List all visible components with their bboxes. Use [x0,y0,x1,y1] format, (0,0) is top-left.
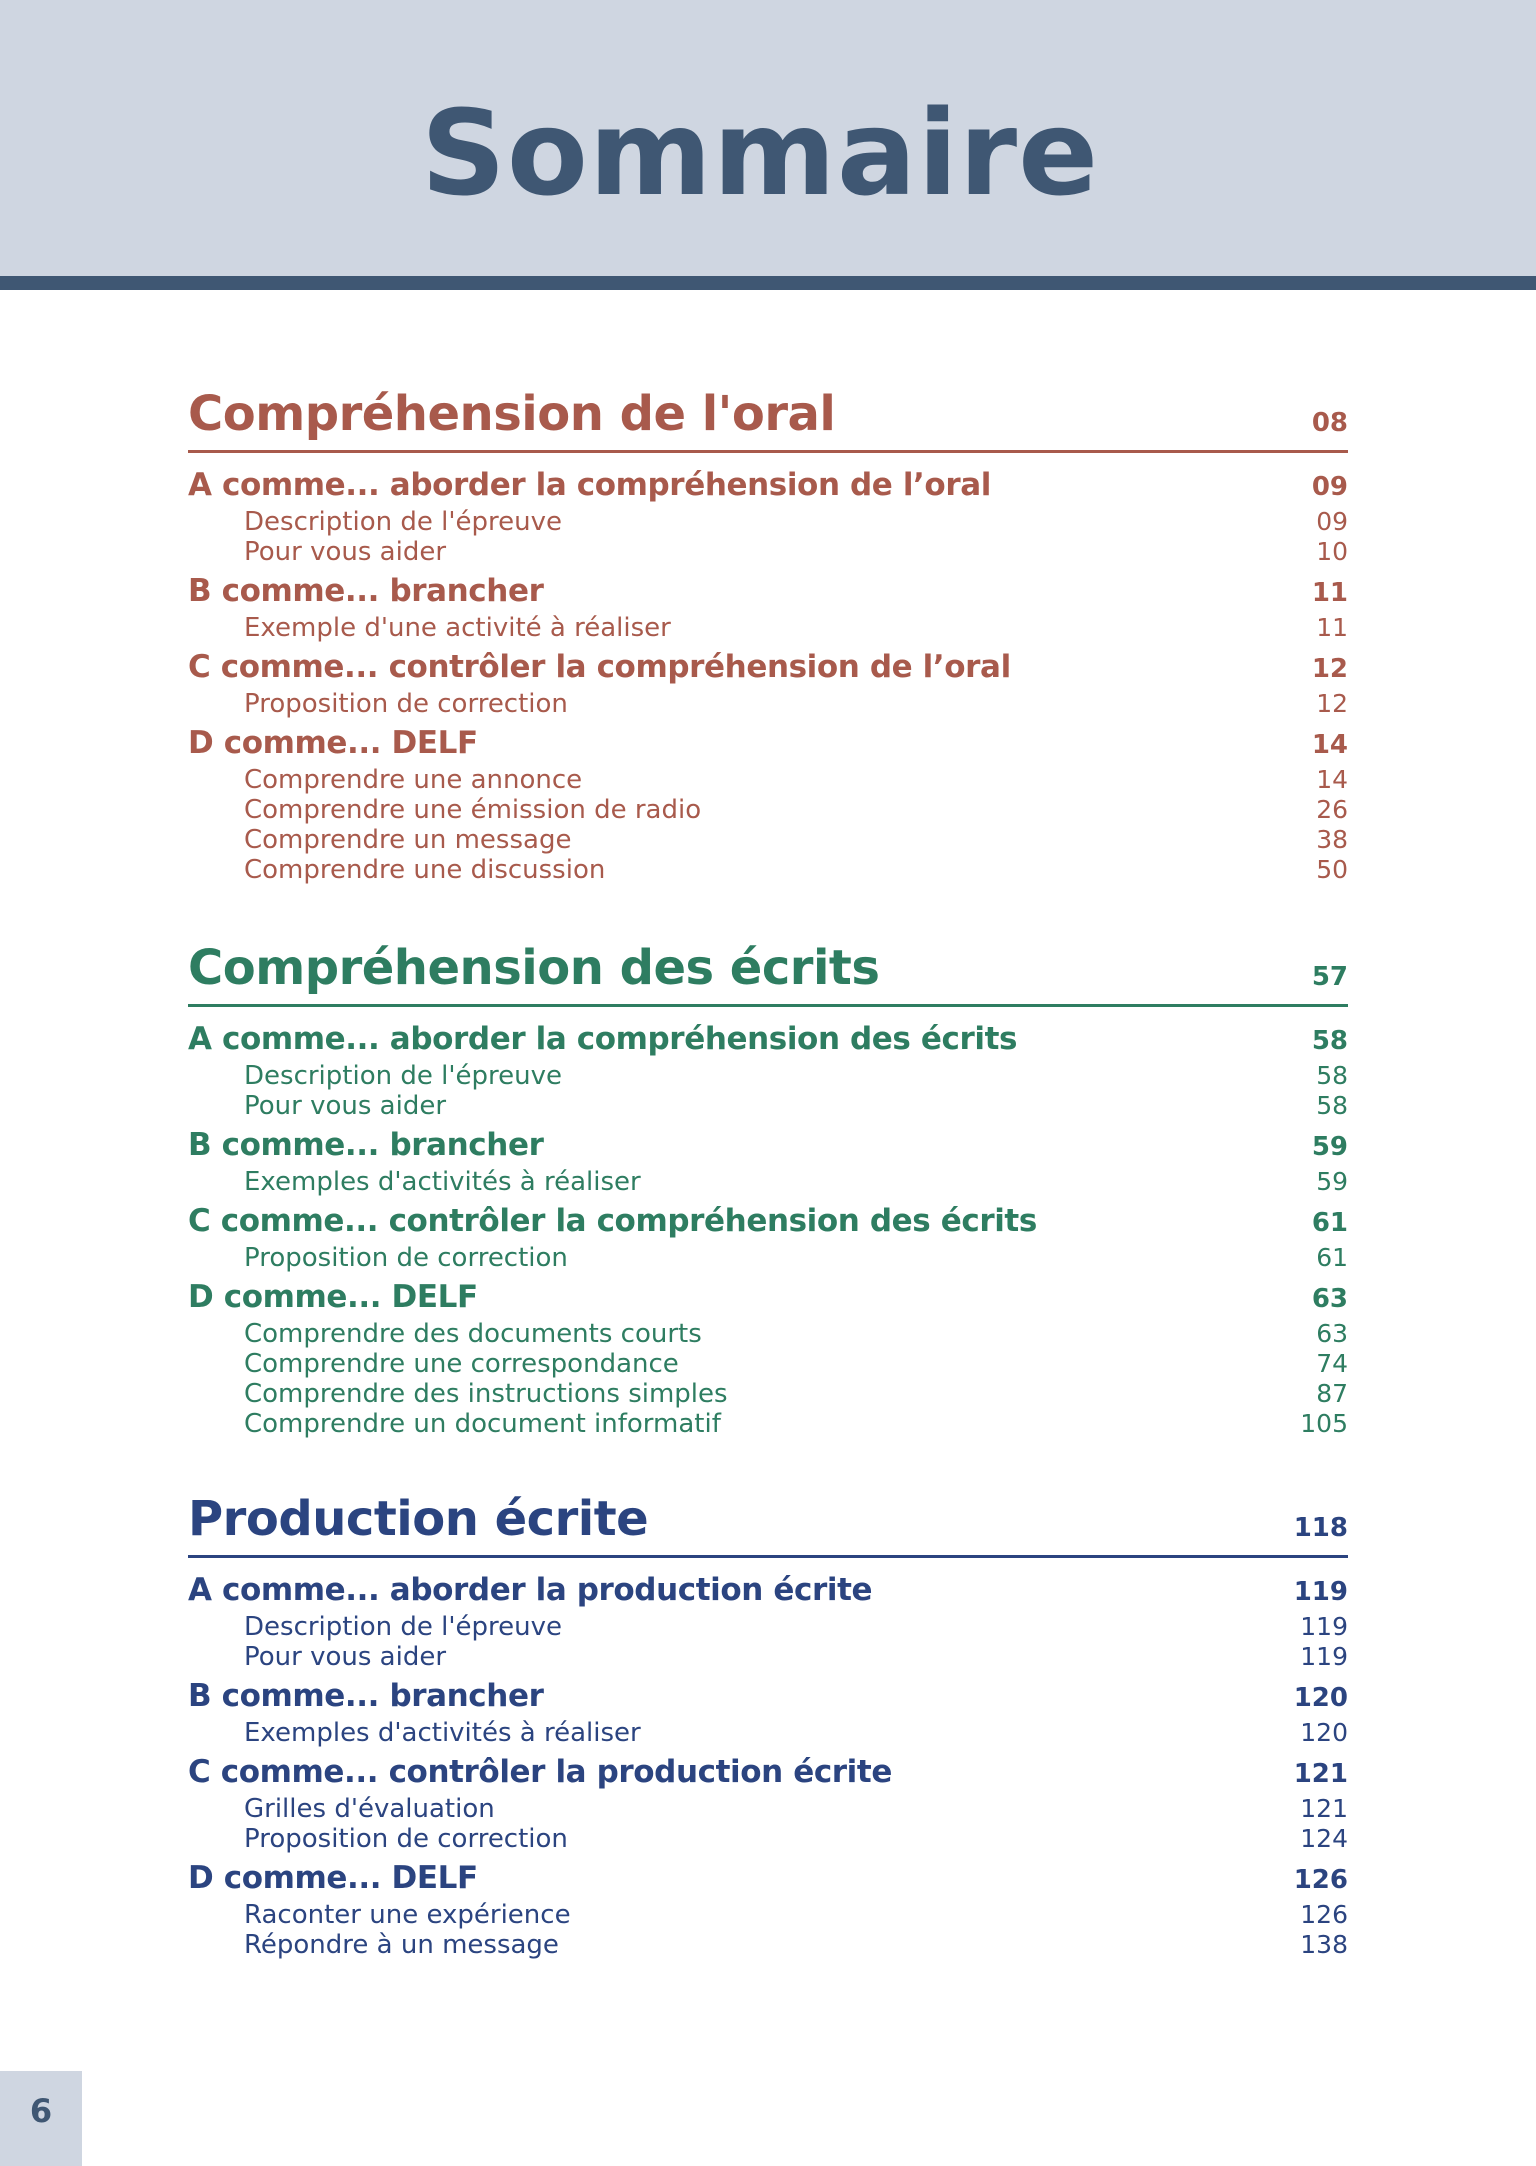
toc-entry-title: C comme... contrôler la compréhension de l’oral [188,649,1011,685]
toc-entry-title: B comme... brancher [188,1127,544,1163]
toc-subentry-title: Comprendre un document informatif [244,1409,721,1439]
section-heading [188,386,1348,453]
toc-subentry-title: Raconter une expérience [244,1900,571,1930]
toc-subentry-title: Description de l'épreuve [244,1061,562,1091]
toc-subentry-title: Comprendre une correspondance [244,1349,679,1379]
toc-entry [188,1676,1348,1748]
toc-entry-title: C comme... contrôler la compréhension des écrits [188,1203,1037,1239]
page-title: Sommaire [420,84,1100,222]
toc-entry-page: 58 [1311,1026,1348,1056]
toc-entry-title: A comme... aborder la production écrite [188,1572,873,1608]
toc-entry-page: 126 [1293,1865,1348,1895]
toc-subentry-page: 38 [1316,825,1348,854]
toc-entries [188,1570,1348,1960]
section-heading [188,940,1348,1007]
toc-entry-row[interactable] [188,1125,1348,1167]
toc-entry-title: C comme... contrôler la production écrite [188,1754,892,1790]
toc-entry-row[interactable] [188,571,1348,613]
section-page-number: 118 [1293,1513,1348,1543]
toc-subentry-title: Pour vous aider [244,537,447,567]
toc-subentry-page: 58 [1316,1091,1348,1120]
toc-entry-title: B comme... brancher [188,573,544,609]
toc-subentry[interactable] [188,1642,1348,1672]
toc-subentry[interactable] [188,1794,1348,1824]
toc-subentry-title: Répondre à un message [244,1930,559,1960]
toc-subentry[interactable] [188,1319,1348,1349]
toc-subentry[interactable] [188,855,1348,885]
toc-entry-title: D comme... DELF [188,1860,478,1896]
toc-subentry-page: 14 [1316,765,1348,794]
toc-entry [188,1125,1348,1197]
toc-entry-page: 120 [1293,1683,1348,1713]
toc-subentry-title: Pour vous aider [244,1091,447,1121]
toc-entry-row[interactable] [188,465,1348,507]
toc-entry [188,647,1348,719]
toc-subentry-page: 10 [1316,537,1348,566]
toc-entry-title: A comme... aborder la compréhension de l’oral [188,467,991,503]
section-title[interactable]: Compréhension des écrits [188,940,880,996]
toc-subentry-page: 138 [1300,1930,1348,1959]
section-comprehension-ecrits [188,940,1348,1439]
toc-subentry[interactable] [188,1091,1348,1121]
toc-subentry-page: 119 [1300,1612,1348,1641]
toc-subentry-title: Description de l'épreuve [244,507,562,537]
toc-entry-title: D comme... DELF [188,1279,478,1315]
toc-subentry[interactable] [188,1061,1348,1091]
toc-subentry[interactable] [188,1379,1348,1409]
toc-subentry[interactable] [188,795,1348,825]
toc-entry-page: 63 [1311,1284,1348,1314]
toc-entry [188,465,1348,567]
toc-subentry-page: 63 [1316,1319,1348,1348]
section-comprehension-oral [188,386,1348,885]
toc-entry [188,1277,1348,1439]
toc-subentry[interactable] [188,689,1348,719]
toc-subentry[interactable] [188,765,1348,795]
toc-subentry-title: Comprendre des instructions simples [244,1379,728,1409]
toc-subentry-page: 124 [1300,1824,1348,1853]
toc-entry [188,571,1348,643]
toc-entry-row[interactable] [188,1570,1348,1612]
toc-subentry-title: Pour vous aider [244,1642,447,1672]
toc-entry-title: A comme... aborder la compréhension des écrits [188,1021,1018,1057]
section-heading [188,1491,1348,1558]
toc-entry-page: 61 [1311,1208,1348,1238]
section-page-number: 57 [1311,962,1348,992]
toc-subentry-title: Exemples d'activités à réaliser [244,1718,641,1748]
toc-entry-page: 119 [1293,1577,1348,1607]
toc-subentry[interactable] [188,1167,1348,1197]
toc-subentry-title: Description de l'épreuve [244,1612,562,1642]
toc-subentry-page: 50 [1316,855,1348,884]
toc-subentry[interactable] [188,1409,1348,1439]
toc-entry [188,723,1348,885]
toc-subentry-page: 58 [1316,1061,1348,1090]
toc-entry-page: 12 [1311,654,1348,684]
toc-subentry-title: Proposition de correction [244,1824,568,1854]
toc-entry-row[interactable] [188,1676,1348,1718]
toc-entry [188,1570,1348,1672]
toc-subentry-title: Comprendre une annonce [244,765,583,795]
toc-subentry[interactable] [188,1349,1348,1379]
header-rule [0,276,1536,290]
toc-subentry-title: Proposition de correction [244,1243,568,1273]
toc-subentry-page: 59 [1316,1167,1348,1196]
toc-entry-page: 11 [1311,578,1348,608]
toc-subentry[interactable] [188,1824,1348,1854]
toc-entry-row[interactable] [188,1201,1348,1243]
toc-entry-page: 09 [1311,472,1348,502]
toc-entry-title: B comme... brancher [188,1678,544,1714]
toc-subentry[interactable] [188,537,1348,567]
toc-subentry-page: 12 [1316,689,1348,718]
toc-subentry-title: Comprendre des documents courts [244,1319,702,1349]
toc-subentry[interactable] [188,1900,1348,1930]
section-page-number: 08 [1311,408,1348,438]
toc-subentry-page: 120 [1300,1718,1348,1747]
toc-subentry-page: 09 [1316,507,1348,536]
toc-entry-page: 121 [1293,1759,1348,1789]
toc-entries [188,465,1348,885]
toc-entry-row[interactable] [188,723,1348,765]
toc-subentry[interactable] [188,507,1348,537]
toc-subentry-title: Exemple d'une activité à réaliser [244,613,671,643]
toc-subentry-page: 26 [1316,795,1348,824]
toc-subentry-page: 87 [1316,1379,1348,1408]
toc-subentry-page: 74 [1316,1349,1348,1378]
toc-subentry-title: Comprendre une discussion [244,855,606,885]
toc-subentry-page: 105 [1300,1409,1348,1438]
toc-subentry[interactable] [188,1243,1348,1273]
toc-subentry-page: 121 [1300,1794,1348,1823]
toc-subentry[interactable] [188,1612,1348,1642]
toc-entry-row[interactable] [188,1858,1348,1900]
toc-subentry-title: Grilles d'évaluation [244,1794,495,1824]
toc-entry-title: D comme... DELF [188,725,478,761]
page-number: 6 [29,2092,53,2130]
toc-entry [188,1752,1348,1854]
toc-entry [188,1858,1348,1960]
toc-subentry-title: Proposition de correction [244,689,568,719]
toc-subentry-page: 61 [1316,1243,1348,1272]
toc-entries [188,1019,1348,1439]
toc-entry-page: 59 [1311,1132,1348,1162]
section-title[interactable]: Production écrite [188,1491,649,1547]
toc-subentry[interactable] [188,1718,1348,1748]
toc-subentry[interactable] [188,1930,1348,1960]
toc-entry [188,1201,1348,1273]
toc-entry-row[interactable] [188,647,1348,689]
toc-subentry-title: Comprendre un message [244,825,572,855]
section-production-ecrite [188,1491,1348,1960]
section-title[interactable]: Compréhension de l'oral [188,386,836,442]
toc-subentry-page: 126 [1300,1900,1348,1929]
toc-entry [188,1019,1348,1121]
toc-subentry-page: 11 [1316,613,1348,642]
toc-entry-page: 14 [1311,730,1348,760]
toc-subentry[interactable] [188,613,1348,643]
toc-entry-row[interactable] [188,1752,1348,1794]
toc-entry-row[interactable] [188,1277,1348,1319]
toc-subentry-page: 119 [1300,1642,1348,1671]
toc-subentry[interactable] [188,825,1348,855]
toc-subentry-title: Comprendre une émission de radio [244,795,702,825]
toc-subentry-title: Exemples d'activités à réaliser [244,1167,641,1197]
toc-entry-row[interactable] [188,1019,1348,1061]
